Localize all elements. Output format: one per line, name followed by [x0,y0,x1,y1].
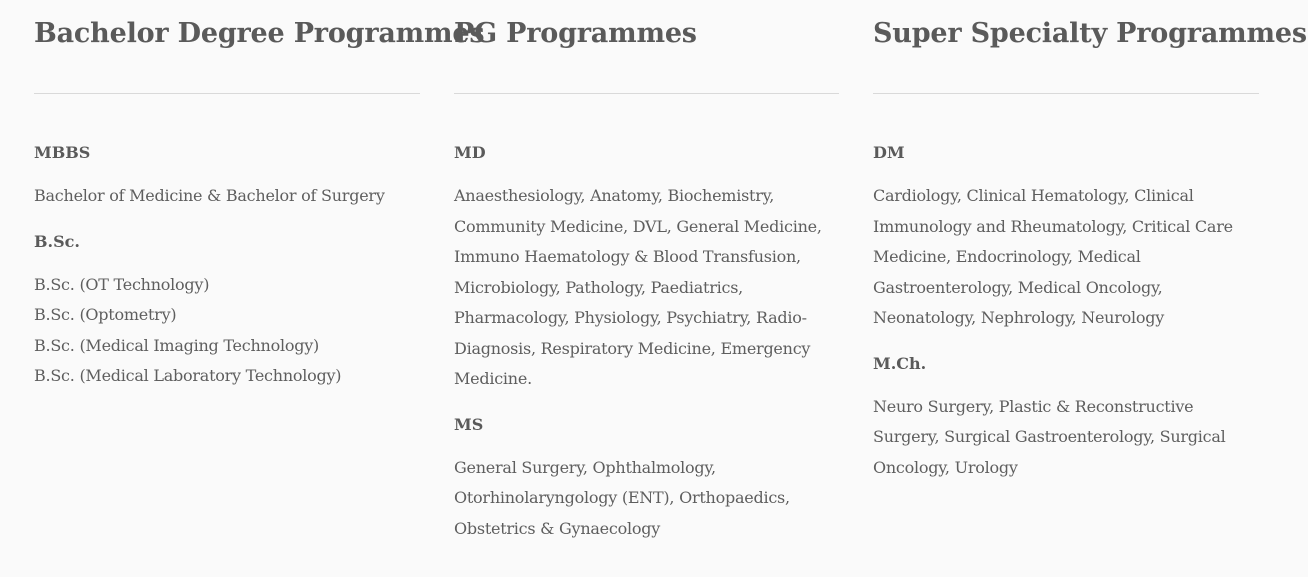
section-body-mbbs: Bachelor of Medicine & Bachelor of Surgery [34,186,385,205]
section-heading-ms: MS [454,414,484,434]
column-sections [454,142,839,563]
list-item: B.Sc. (Medical Imaging Technology) [34,335,319,355]
list-item: B.Sc. (Optometry) [34,305,177,324]
section-body-md: Anaesthesiology, Anatomy, Biochemistry, Community Medicine, DVL, General Medicine, Immuno Haematology & Blood Transfusion, Microbiology, Pathology, Paediatrics, Pharmacology, Physiology, Psychiatry, Radio-Diagnosis, Respiratory Medicine, Emergency Medicine. [454,186,822,388]
column-sections [873,142,1259,502]
bsc-course-list [34,270,420,392]
section-body-mch: Neuro Surgery, Plastic & Reconstructive Surgery, Surgical Gastroenterology, Surgical Oncology, Urology [873,396,1226,477]
column-sections [34,142,420,411]
section-heading-dm: DM [873,143,905,162]
list-item: B.Sc. (OT Technology) [34,274,210,294]
column-divider [454,93,839,94]
column-title: Super Specialty Programmes [873,18,1307,49]
section-heading-bsc: B.Sc. [34,231,80,251]
column-divider [34,93,420,94]
list-item: B.Sc. (Medical Laboratory Technology) [34,366,342,385]
section-body-dm: Cardiology, Clinical Hematology, Clinical Immunology and Rheumatology, Critical Care Medicine, Endocrinology, Medical Gastroenterology, Medical Oncology, Neonatology, Nephrology, Neurology [873,186,1233,327]
section-body-ms: General Surgery, Ophthalmology, Otorhinolaryngology (ENT), Orthopaedics, Obstetrics & Gynaecology [454,457,790,538]
section-heading-md: MD [454,143,486,162]
column-title: Bachelor Degree Programmes [34,18,485,49]
section-heading-mbbs: MBBS [34,143,91,162]
column-title: PG Programmes [454,18,697,49]
column-divider [873,93,1259,94]
section-heading-mch: M.Ch. [873,353,927,373]
